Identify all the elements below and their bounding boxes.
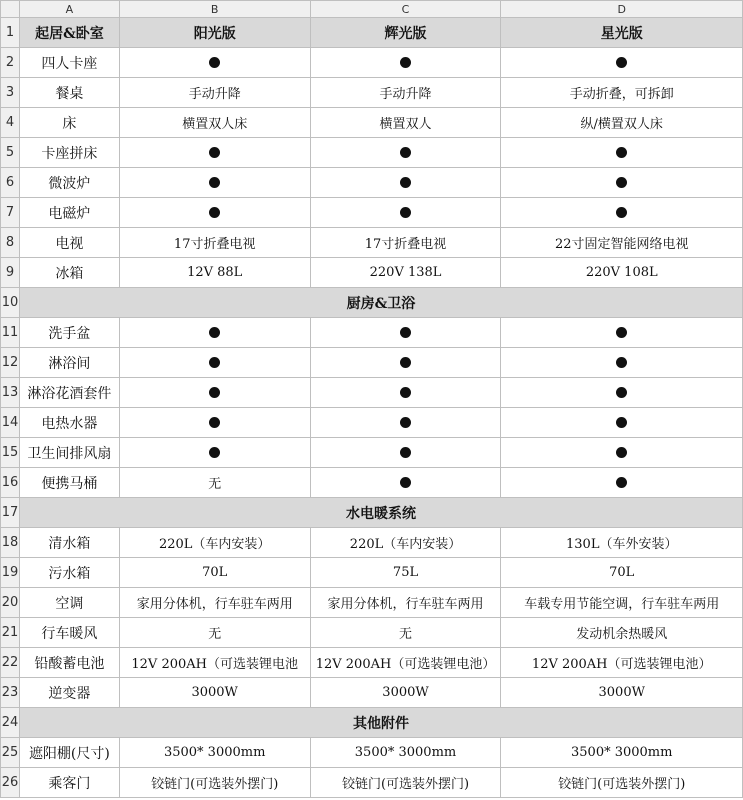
- spec-cell[interactable]: 手动折叠，可拆卸: [501, 78, 743, 108]
- table-row: [1, 348, 743, 378]
- spec-cell[interactable]: 12V 200AH（可选装锂电池）: [310, 648, 501, 678]
- table-row: [1, 528, 743, 558]
- row-label-cell[interactable]: 淋浴间: [19, 348, 119, 378]
- row-number[interactable]: 21: [1, 618, 20, 648]
- included-dot-icon: [400, 147, 411, 158]
- table-row: [1, 648, 743, 678]
- feature-cell[interactable]: [501, 168, 743, 198]
- column-header-row: [1, 1, 743, 18]
- feature-cell[interactable]: [310, 318, 501, 348]
- spec-cell[interactable]: 铰链门(可选装外摆门): [310, 768, 501, 798]
- feature-cell[interactable]: [501, 468, 743, 498]
- spec-cell[interactable]: 家用分体机，行车驻车两用: [310, 588, 501, 618]
- feature-cell[interactable]: [501, 408, 743, 438]
- row-label-cell[interactable]: 逆变器: [19, 678, 119, 708]
- spec-cell[interactable]: 辉光版: [310, 18, 501, 48]
- table-row: [1, 78, 743, 108]
- table-row: [1, 408, 743, 438]
- spec-cell[interactable]: 22寸固定智能网络电视: [501, 228, 743, 258]
- spec-cell[interactable]: 3500* 3000mm: [310, 738, 501, 768]
- included-dot-icon: [616, 477, 627, 488]
- included-dot-icon: [616, 357, 627, 368]
- column-header-b[interactable]: B: [119, 1, 310, 18]
- spec-cell[interactable]: 铰链门(可选装外摆门): [119, 768, 310, 798]
- table-row: [1, 228, 743, 258]
- spec-cell[interactable]: 220V 108L: [501, 258, 743, 288]
- spec-cell[interactable]: 横置双人: [310, 108, 501, 138]
- feature-cell[interactable]: [119, 348, 310, 378]
- included-dot-icon: [209, 57, 220, 68]
- row-label-cell[interactable]: 餐桌: [19, 78, 119, 108]
- included-dot-icon: [616, 327, 627, 338]
- spec-cell[interactable]: 70L: [119, 558, 310, 588]
- section-header-row: [1, 708, 743, 738]
- spec-cell[interactable]: 阳光版: [119, 18, 310, 48]
- feature-cell[interactable]: [310, 138, 501, 168]
- row-label-cell[interactable]: 冰箱: [19, 258, 119, 288]
- spec-cell[interactable]: 70L: [501, 558, 743, 588]
- feature-cell[interactable]: [119, 138, 310, 168]
- row-number[interactable]: 18: [1, 528, 20, 558]
- row-label-cell[interactable]: 床: [19, 108, 119, 138]
- included-dot-icon: [400, 357, 411, 368]
- grid-body: [1, 1, 743, 798]
- spec-cell[interactable]: 无: [119, 468, 310, 498]
- spec-cell[interactable]: 12V 200AH（可选装锂电池）: [501, 648, 743, 678]
- spec-cell[interactable]: 3000W: [119, 678, 310, 708]
- spec-cell[interactable]: 17寸折叠电视: [119, 228, 310, 258]
- spec-cell[interactable]: 横置双人床: [119, 108, 310, 138]
- row-number[interactable]: 5: [1, 138, 20, 168]
- table-row: [1, 438, 743, 468]
- included-dot-icon: [209, 207, 220, 218]
- spec-cell[interactable]: 220V 138L: [310, 258, 501, 288]
- feature-cell[interactable]: [501, 138, 743, 168]
- table-row: [1, 678, 743, 708]
- row-label-cell[interactable]: 便携马桶: [19, 468, 119, 498]
- table-row: [1, 588, 743, 618]
- row-number[interactable]: 22: [1, 648, 20, 678]
- included-dot-icon: [209, 327, 220, 338]
- section-title[interactable]: 厨房&卫浴: [19, 288, 742, 318]
- row-number[interactable]: 13: [1, 378, 20, 408]
- feature-cell[interactable]: [310, 198, 501, 228]
- row-number[interactable]: 3: [1, 78, 20, 108]
- spec-cell[interactable]: 无: [119, 618, 310, 648]
- spec-cell[interactable]: 星光版: [501, 18, 743, 48]
- row-number[interactable]: 25: [1, 738, 20, 768]
- row-number[interactable]: 23: [1, 678, 20, 708]
- spec-cell[interactable]: 3000W: [310, 678, 501, 708]
- feature-cell[interactable]: [310, 468, 501, 498]
- spec-cell[interactable]: 17寸折叠电视: [310, 228, 501, 258]
- spec-cell[interactable]: 车载专用节能空调，行车驻车两用: [501, 588, 743, 618]
- row-number[interactable]: 6: [1, 168, 20, 198]
- table-row: [1, 318, 743, 348]
- spec-cell[interactable]: 12V 200AH（可选装锂电池: [119, 648, 310, 678]
- spec-cell[interactable]: 无: [310, 618, 501, 648]
- included-dot-icon: [400, 177, 411, 188]
- table-row: [1, 198, 743, 228]
- included-dot-icon: [400, 57, 411, 68]
- spec-cell[interactable]: 3500* 3000mm: [119, 738, 310, 768]
- spec-cell[interactable]: 手动升降: [119, 78, 310, 108]
- feature-cell[interactable]: [501, 318, 743, 348]
- spec-cell[interactable]: 75L: [310, 558, 501, 588]
- row-label-cell[interactable]: 电视: [19, 228, 119, 258]
- row-label-cell[interactable]: 遮阳棚(尺寸): [19, 738, 119, 768]
- included-dot-icon: [209, 447, 220, 458]
- row-number[interactable]: 11: [1, 318, 20, 348]
- table-row: [1, 768, 743, 798]
- row-label-cell[interactable]: 淋浴花酒套件: [19, 378, 119, 408]
- feature-cell[interactable]: [119, 408, 310, 438]
- spec-cell[interactable]: 铰链门(可选装外摆门): [501, 768, 743, 798]
- row-label-cell[interactable]: 微波炉: [19, 168, 119, 198]
- included-dot-icon: [400, 447, 411, 458]
- included-dot-icon: [209, 387, 220, 398]
- included-dot-icon: [400, 387, 411, 398]
- column-header-a[interactable]: A: [19, 1, 119, 18]
- feature-cell[interactable]: [501, 378, 743, 408]
- feature-cell[interactable]: [501, 348, 743, 378]
- feature-cell[interactable]: [119, 378, 310, 408]
- row-label-cell[interactable]: 乘客门: [19, 768, 119, 798]
- included-dot-icon: [209, 177, 220, 188]
- row-number[interactable]: 12: [1, 348, 20, 378]
- spec-cell[interactable]: 发动机余热暖风: [501, 618, 743, 648]
- included-dot-icon: [209, 357, 220, 368]
- row-number[interactable]: 16: [1, 468, 20, 498]
- row-number[interactable]: 4: [1, 108, 20, 138]
- select-all-corner[interactable]: [1, 1, 20, 18]
- feature-cell[interactable]: [119, 318, 310, 348]
- table-row: [1, 108, 743, 138]
- spec-cell[interactable]: 纵/横置双人床: [501, 108, 743, 138]
- spec-cell[interactable]: 220L（车内安装）: [119, 528, 310, 558]
- included-dot-icon: [616, 387, 627, 398]
- feature-cell[interactable]: [501, 48, 743, 78]
- feature-cell[interactable]: [119, 438, 310, 468]
- row-label-cell[interactable]: 四人卡座: [19, 48, 119, 78]
- included-dot-icon: [616, 207, 627, 218]
- feature-cell[interactable]: [119, 198, 310, 228]
- row-number[interactable]: 14: [1, 408, 20, 438]
- section-header-row: [1, 498, 743, 528]
- row-number[interactable]: 19: [1, 558, 20, 588]
- included-dot-icon: [616, 417, 627, 428]
- spec-cell[interactable]: 3000W: [501, 678, 743, 708]
- column-header-c[interactable]: C: [310, 1, 501, 18]
- table-row: [1, 168, 743, 198]
- feature-cell[interactable]: [310, 408, 501, 438]
- table-row: [1, 138, 743, 168]
- row-number[interactable]: 10: [1, 288, 20, 318]
- included-dot-icon: [616, 147, 627, 158]
- section-title[interactable]: 其他附件: [19, 708, 742, 738]
- included-dot-icon: [400, 207, 411, 218]
- table-row: [1, 258, 743, 288]
- included-dot-icon: [400, 417, 411, 428]
- included-dot-icon: [616, 57, 627, 68]
- row-number[interactable]: 1: [1, 18, 20, 48]
- spec-cell[interactable]: 130L（车外安装）: [501, 528, 743, 558]
- feature-cell[interactable]: [310, 48, 501, 78]
- row-label-cell[interactable]: 铅酸蓄电池: [19, 648, 119, 678]
- feature-cell[interactable]: [310, 438, 501, 468]
- row-label-cell[interactable]: 起居&卧室: [19, 18, 119, 48]
- row-label-cell[interactable]: 电热水器: [19, 408, 119, 438]
- feature-cell[interactable]: [119, 48, 310, 78]
- table-row: [1, 378, 743, 408]
- spec-cell[interactable]: 3500* 3000mm: [501, 738, 743, 768]
- row-label-cell[interactable]: 电磁炉: [19, 198, 119, 228]
- table-row: [1, 468, 743, 498]
- feature-cell[interactable]: [310, 378, 501, 408]
- row-number[interactable]: 9: [1, 258, 20, 288]
- section-title[interactable]: 水电暖系统: [19, 498, 742, 528]
- row-number[interactable]: 26: [1, 768, 20, 798]
- feature-cell[interactable]: [501, 198, 743, 228]
- included-dot-icon: [209, 147, 220, 158]
- included-dot-icon: [400, 327, 411, 338]
- row-label-cell[interactable]: 空调: [19, 588, 119, 618]
- included-dot-icon: [616, 447, 627, 458]
- row-number[interactable]: 15: [1, 438, 20, 468]
- section-header-row: [1, 288, 743, 318]
- table-row: [1, 738, 743, 768]
- table-row: [1, 558, 743, 588]
- spec-cell[interactable]: 12V 88L: [119, 258, 310, 288]
- row-number[interactable]: 24: [1, 708, 20, 738]
- table-header-row: [1, 18, 743, 48]
- table-row: [1, 48, 743, 78]
- row-label-cell[interactable]: 洗手盆: [19, 318, 119, 348]
- row-number[interactable]: 8: [1, 228, 20, 258]
- row-label-cell[interactable]: 清水箱: [19, 528, 119, 558]
- spec-cell[interactable]: 家用分体机，行车驻车两用: [119, 588, 310, 618]
- row-label-cell[interactable]: 卡座拼床: [19, 138, 119, 168]
- row-number[interactable]: 7: [1, 198, 20, 228]
- included-dot-icon: [400, 477, 411, 488]
- row-label-cell[interactable]: 行车暖风: [19, 618, 119, 648]
- spec-cell[interactable]: 220L（车内安装）: [310, 528, 501, 558]
- feature-cell[interactable]: [310, 348, 501, 378]
- row-label-cell[interactable]: 卫生间排风扇: [19, 438, 119, 468]
- feature-cell[interactable]: [310, 168, 501, 198]
- row-number[interactable]: 17: [1, 498, 20, 528]
- row-number[interactable]: 2: [1, 48, 20, 78]
- column-header-d[interactable]: D: [501, 1, 743, 18]
- feature-cell[interactable]: [501, 438, 743, 468]
- feature-cell[interactable]: [119, 168, 310, 198]
- included-dot-icon: [209, 417, 220, 428]
- row-number[interactable]: 20: [1, 588, 20, 618]
- row-label-cell[interactable]: 污水箱: [19, 558, 119, 588]
- included-dot-icon: [616, 177, 627, 188]
- spec-cell[interactable]: 手动升降: [310, 78, 501, 108]
- table-row: [1, 618, 743, 648]
